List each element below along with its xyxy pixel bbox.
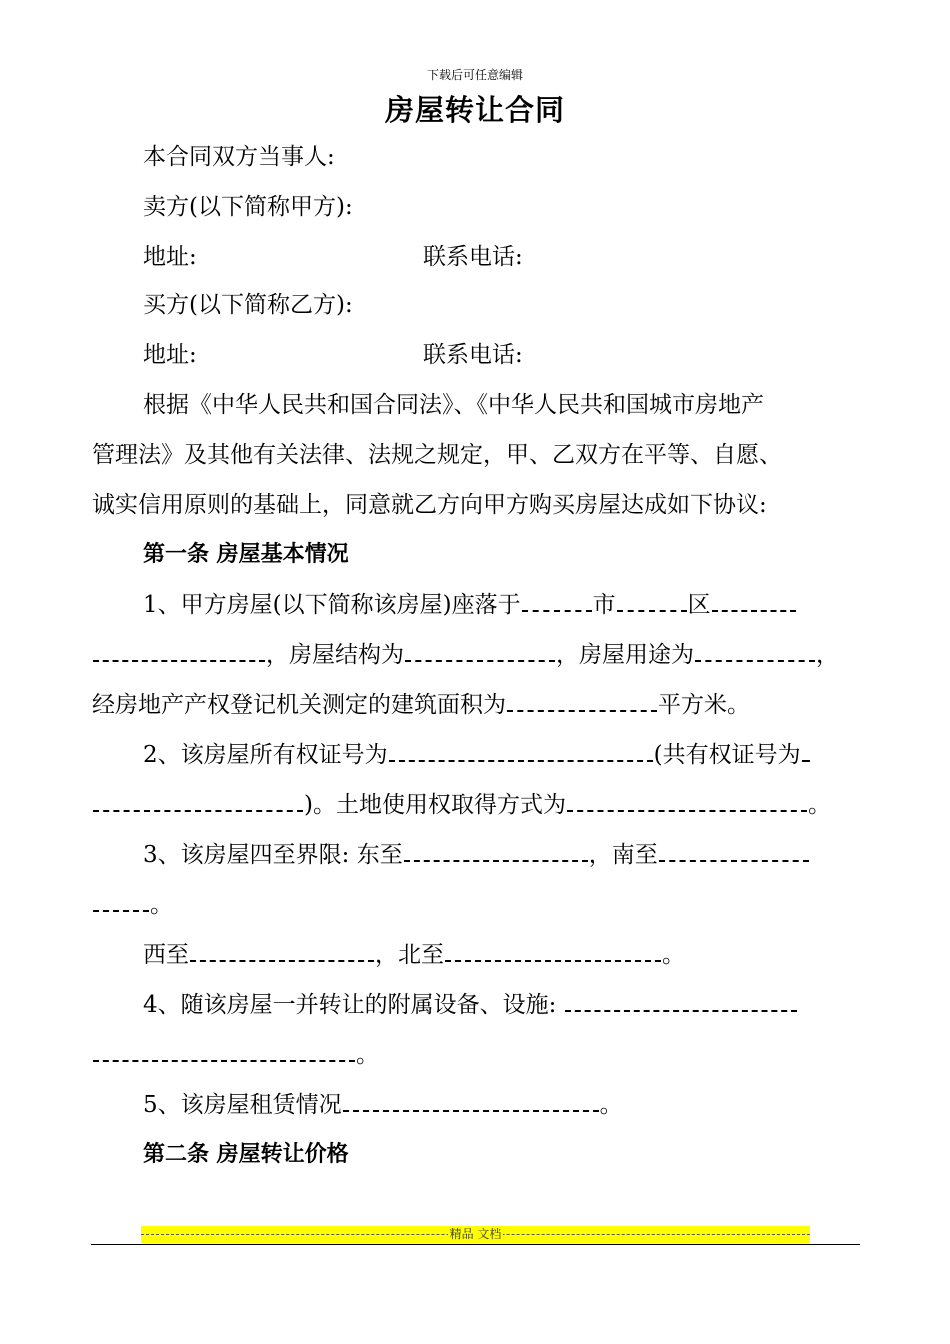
- article1-heading: 第一条 房屋基本情况: [143, 542, 349, 567]
- item2-line-2: [92, 790, 831, 820]
- blank-field[interactable]: [507, 698, 657, 712]
- blank-field[interactable]: [445, 948, 661, 962]
- item4-line-2: [92, 1040, 379, 1070]
- item2-line-1: [143, 740, 811, 770]
- item5-text-b: 。: [599, 1092, 623, 1118]
- item2-text-b: (共有权证号为: [653, 742, 801, 768]
- item3-text-c: 。: [150, 892, 173, 918]
- item1-line-2: [92, 640, 839, 670]
- item5-text-a: 5、该房屋租赁情况: [143, 1092, 342, 1118]
- item3-text-f: 。: [662, 942, 685, 968]
- blank-field[interactable]: [712, 598, 796, 612]
- preamble-line-1: 根据《中华人民共和国合同法》、《中华人民共和国城市房地产: [143, 392, 764, 418]
- buyer-label: 买方(以下简称乙方):: [143, 292, 353, 318]
- item1-text-g: 经房地产产权登记机关测定的建筑面积为: [92, 692, 506, 718]
- blank-field[interactable]: [522, 598, 592, 612]
- item2-text-d: 。: [807, 792, 831, 818]
- blank-field[interactable]: [93, 798, 303, 812]
- item1-text-b: 市: [592, 592, 616, 618]
- blank-field[interactable]: [93, 648, 265, 662]
- item4-text-b: 。: [356, 1042, 379, 1068]
- blank-field[interactable]: [93, 898, 149, 912]
- item2-text-c: )。土地使用权取得方式为: [304, 792, 566, 818]
- blank-field[interactable]: [343, 1098, 599, 1112]
- item2-text-a: 2、该房屋所有权证号为: [143, 742, 388, 768]
- blank-field[interactable]: [567, 798, 807, 812]
- preamble-line-3: 诚实信用原则的基础上，同意就乙方向甲方购买房屋达成如下协议:: [92, 492, 767, 518]
- item3-line-2: [92, 890, 173, 920]
- item1-text-d: ，房屋结构为: [266, 642, 404, 668]
- parties-intro: 本合同双方当事人:: [143, 144, 335, 170]
- page-title: 房屋转让合同: [384, 93, 565, 127]
- item1-text-h: 平方米。: [658, 692, 750, 718]
- blank-field[interactable]: [404, 848, 588, 862]
- seller-label: 卖方(以下简称甲方):: [143, 194, 353, 220]
- seller-address-label: 地址:: [143, 244, 197, 270]
- item1-text-a: 1、甲方房屋(以下简称该房屋)座落于: [143, 592, 521, 618]
- blank-field[interactable]: [802, 748, 810, 762]
- buyer-address-label: 地址:: [143, 342, 197, 368]
- footer-rule: [91, 1244, 860, 1245]
- blank-field[interactable]: [695, 648, 815, 662]
- item4-line-1: [143, 990, 798, 1020]
- item3-text-e: ，北至: [375, 942, 444, 968]
- item3-text-a: 3、该房屋四至界限: 东至: [143, 842, 403, 868]
- seller-phone-label: 联系电话:: [423, 244, 523, 270]
- item1-line-3: [92, 690, 750, 720]
- item1-line-1: [143, 590, 797, 620]
- blank-field[interactable]: [93, 1048, 355, 1062]
- blank-field[interactable]: [565, 998, 797, 1012]
- article2-heading: 第二条 房屋转让价格: [143, 1142, 349, 1167]
- blank-field[interactable]: [190, 948, 374, 962]
- item5-line-1: [143, 1090, 623, 1120]
- blank-field[interactable]: [389, 748, 653, 762]
- item3-text-d: 西至: [143, 942, 189, 968]
- footer-label: 精品 文档: [449, 1227, 502, 1241]
- item3-line-3: [143, 940, 685, 970]
- blank-field[interactable]: [617, 598, 687, 612]
- item4-text-a: 4、随该房屋一并转让的附属设备、设施:: [143, 992, 557, 1018]
- item3-text-b: ，南至: [588, 842, 658, 868]
- item3-line-1: [143, 840, 810, 870]
- buyer-phone-label: 联系电话:: [423, 342, 523, 368]
- preamble-line-2: 管理法》及其他有关法律、法规之规定，甲、乙双方在平等、自愿、: [92, 442, 782, 468]
- item1-text-c: 区: [687, 592, 711, 618]
- item1-text-f: ，: [816, 642, 839, 668]
- blank-field[interactable]: [659, 848, 809, 862]
- item1-text-e: ，房屋用途为: [556, 642, 694, 668]
- footer-highlight-bar: [141, 1226, 810, 1243]
- header-note: 下载后可任意编辑: [426, 68, 523, 82]
- blank-field[interactable]: [405, 648, 555, 662]
